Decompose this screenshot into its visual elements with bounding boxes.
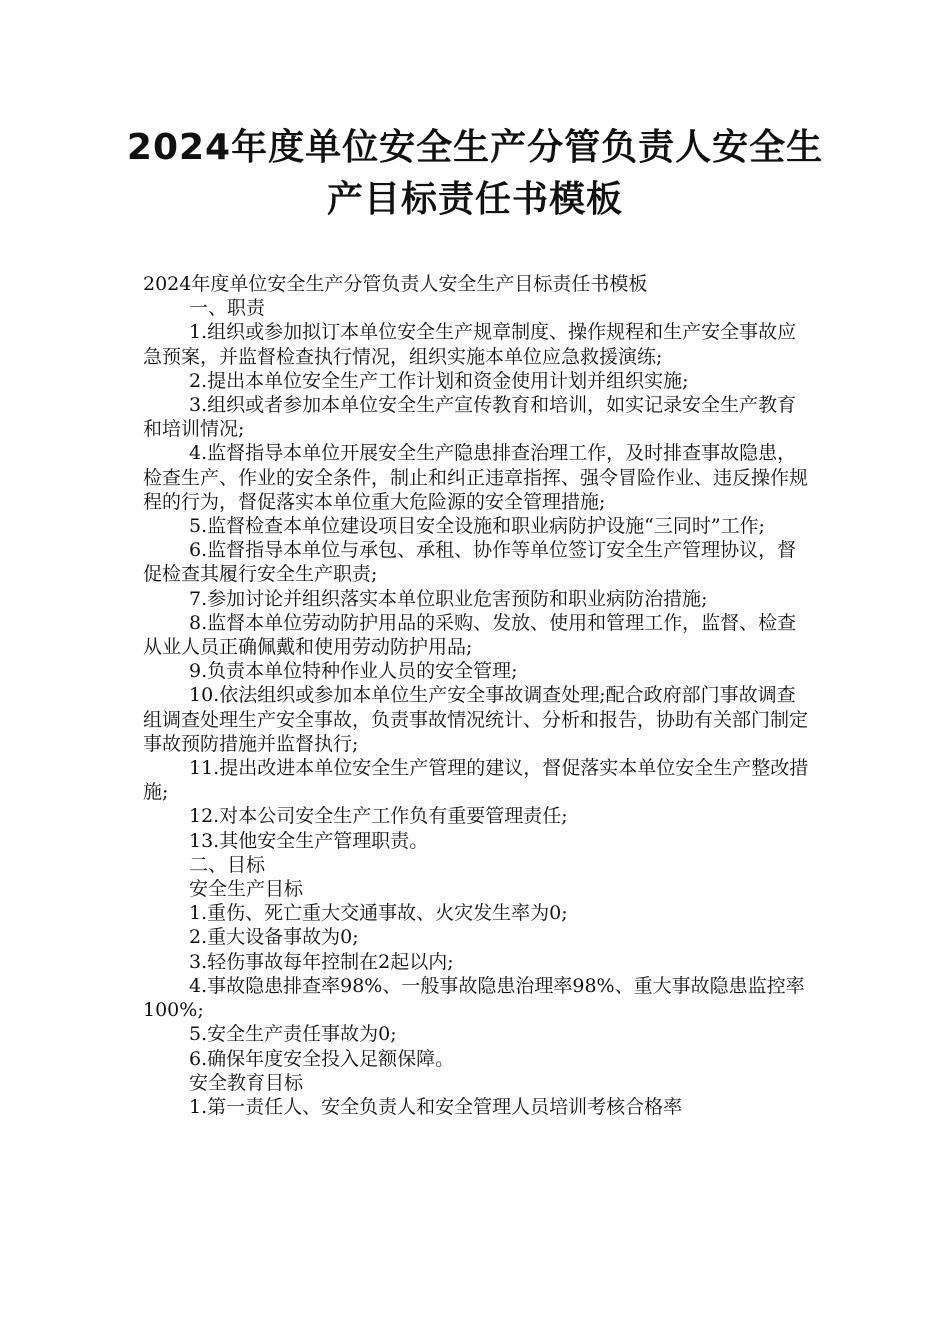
document-title: 2024年度单位安全生产分管负责人安全生产目标责任书模板: [126, 127, 824, 220]
section-heading-duties: 一、职责: [189, 297, 266, 320]
section-heading-goals: 二、目标: [189, 853, 266, 876]
document-subtitle: 2024年度单位安全生产分管负责人安全生产目标责任书模板: [143, 273, 648, 295]
education-goal-item: 1.第一责任人、安全负责人和安全管理人员培训考核合格率: [189, 1095, 683, 1118]
goal-item: 2.重大设备事故为0;: [189, 926, 359, 949]
duty-item: 2.提出本单位安全生产工作计划和资金使用计划并组织实施;: [189, 369, 689, 392]
duty-item: 12.对本公司安全生产工作负有重要管理责任;: [189, 805, 568, 828]
goal-item: 4.事故隐患排查率98%、一般事故隐患治理率98%、重大事故隐患监控率100%;: [143, 974, 805, 1022]
subsection-heading-safety-education: 安全教育目标: [189, 1071, 304, 1094]
duty-item: 8.监督本单位劳动防护用品的采购、发放、使用和管理工作，监督、检查从业人员正确佩戴和使用劳动防护用品;: [143, 611, 797, 659]
duty-item: 10.依法组织或参加本单位生产安全事故调查处理;配合政府部门事故调查组调查处理生产安全事故，负责事故情况统计、分析和报告，协助有关部门制定事故预防措施并监督执行;: [143, 684, 809, 755]
duty-item: 6.监督指导本单位与承包、承租、协作等单位签订安全生产管理协议，督促检查其履行安全生产职责;: [143, 539, 797, 586]
duty-item: 4.监督指导本单位开展安全生产隐患排查治理工作，及时排查事故隐患，检查生产、作业的安全条件，制止和纠正违章指挥、强令冒险作业、违反操作规程的行为，督促落实本单位重大危险源的安全管理措施;: [143, 442, 809, 513]
duty-item: 7.参加讨论并组织落实本单位职业危害预防和职业病防治措施;: [189, 587, 708, 610]
duty-item: 3.组织或者参加本单位安全生产宣传教育和培训，如实记录安全生产教育和培训情况;: [143, 394, 797, 441]
duty-item: 5.监督检查本单位建设项目安全设施和职业病防护设施“三同时”工作;: [189, 515, 765, 538]
duty-item: 9.负责本单位特种作业人员的安全管理;: [189, 660, 518, 683]
goal-item: 6.确保年度安全投入足额保障。: [189, 1047, 455, 1070]
duty-item: 13.其他安全生产管理职责。: [189, 829, 429, 852]
document-body: [143, 272, 811, 1119]
goal-item: 3.轻伤事故每年控制在2起以内;: [189, 950, 454, 973]
goal-item: 5.安全生产责任事故为0;: [189, 1023, 397, 1046]
duty-item: 1.组织或参加拟订本单位安全生产规章制度、操作规程和生产安全事故应急预案，并监督检查执行情况，组织实施本单位应急救援演练;: [143, 321, 797, 368]
duty-item: 11.提出改进本单位安全生产管理的建议，督促落实本单位安全生产整改措施;: [143, 757, 809, 804]
goal-item: 1.重伤、死亡重大交通事故、火灾发生率为0;: [189, 902, 568, 925]
subsection-heading-safety-production: 安全生产目标: [189, 878, 304, 901]
